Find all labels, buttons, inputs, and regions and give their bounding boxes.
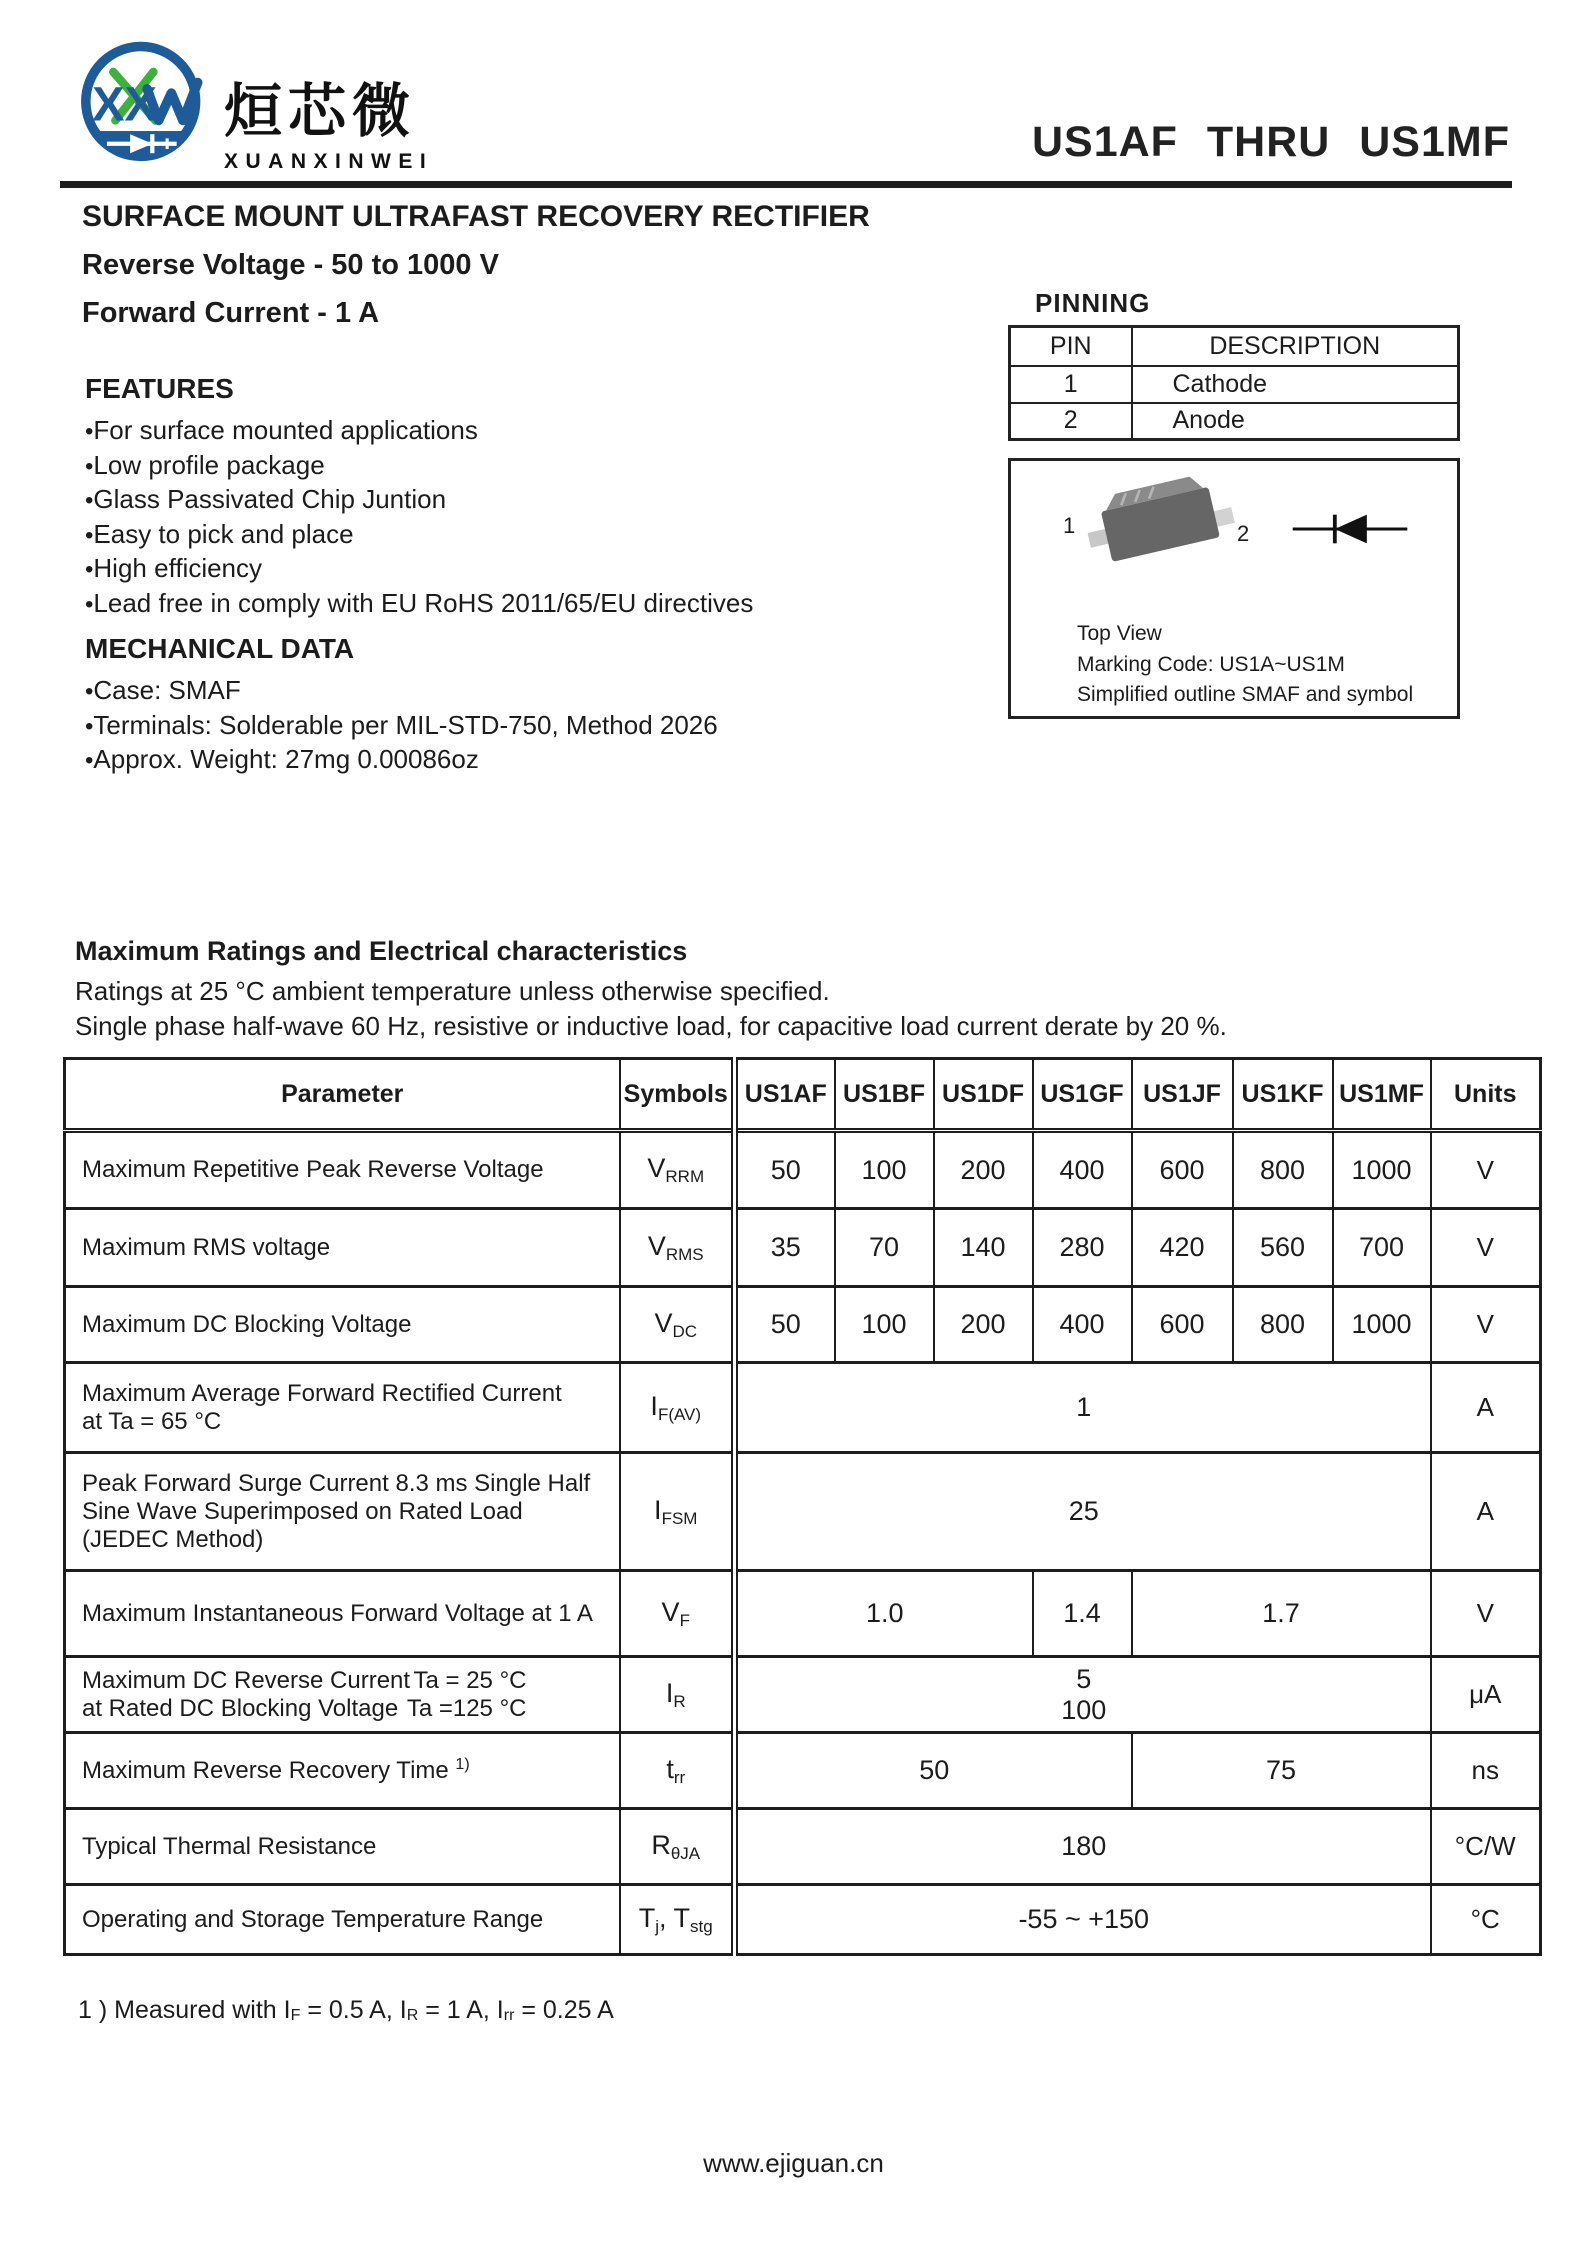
symbol-cell: $V_{DC}$ bbox=[620, 1287, 735, 1363]
features-section bbox=[85, 373, 753, 621]
ratings-table bbox=[63, 1057, 1542, 1956]
value-cell: 400 bbox=[1033, 1287, 1132, 1363]
value-cell: 100 bbox=[835, 1131, 934, 1209]
table-row-vrrm bbox=[65, 1131, 1541, 1209]
symbol-cell: $R_{\theta JA}$ bbox=[620, 1809, 735, 1885]
pin-column-header: PIN bbox=[1010, 327, 1132, 366]
feature-item: • High efficiency bbox=[85, 552, 753, 587]
value-cell: 50 bbox=[735, 1287, 835, 1363]
page-title: US1AF THRU US1MF bbox=[1031, 118, 1510, 166]
pin-description: Anode bbox=[1132, 403, 1459, 440]
ratings-header-row bbox=[65, 1059, 1541, 1131]
table-row-vdc bbox=[65, 1287, 1541, 1363]
pinning-table bbox=[1008, 325, 1460, 441]
parameter-cell: Maximum DC Reverse Current Ta = 25 °C at Rated DC Blocking Voltage Ta =125 °C bbox=[65, 1657, 620, 1733]
col-header-us1kf: US1KF bbox=[1233, 1059, 1333, 1131]
pin-number: 2 bbox=[1010, 403, 1132, 440]
value-cell: 1000 bbox=[1333, 1287, 1431, 1363]
value-cell: 200 bbox=[934, 1131, 1033, 1209]
value-cell: 140 bbox=[934, 1209, 1033, 1287]
mechanical-item: • Terminals: Solderable per MIL-STD-750, Method 2026 bbox=[85, 709, 718, 744]
unit-cell: A bbox=[1431, 1453, 1541, 1571]
pinning-row bbox=[1010, 403, 1459, 440]
value-cell-group: 75 bbox=[1132, 1733, 1431, 1809]
unit-cell: ns bbox=[1431, 1733, 1541, 1809]
features-list bbox=[85, 414, 753, 621]
feature-item: • Low profile package bbox=[85, 449, 753, 484]
ratings-section-title: Maximum Ratings and Electrical characteristics bbox=[75, 936, 688, 966]
col-header-us1mf: US1MF bbox=[1333, 1059, 1431, 1131]
feature-item: • Glass Passivated Chip Juntion bbox=[85, 483, 753, 518]
ratings-note-2: Single phase half-wave 60 Hz, resistive or inductive load, for capacitive load current derate by 20 %. bbox=[75, 1011, 1227, 1041]
table-row-vrms bbox=[65, 1209, 1541, 1287]
symbol-cell: $I_{F(AV)}$ bbox=[620, 1363, 735, 1453]
value-cell: 800 bbox=[1233, 1131, 1333, 1209]
parameter-cell: Maximum Average Forward Rectified Current at Ta = 65 °C bbox=[65, 1363, 620, 1453]
value-cell-merged: 25 bbox=[735, 1453, 1431, 1571]
value-cell: 50 bbox=[735, 1131, 835, 1209]
value-cell: 400 bbox=[1033, 1131, 1132, 1209]
mechanical-item: • Case: SMAF bbox=[85, 674, 718, 709]
value-cell-merged: 180 bbox=[735, 1809, 1431, 1885]
parameter-cell: Peak Forward Surge Current 8.3 ms Single Half Sine Wave Superimposed on Rated Load (JEDEC Method) bbox=[65, 1453, 620, 1571]
unit-cell: μA bbox=[1431, 1657, 1541, 1733]
table-row-ifsm bbox=[65, 1453, 1541, 1571]
table-row-rthja bbox=[65, 1809, 1541, 1885]
symbol-cell: $V_F$ bbox=[620, 1571, 735, 1657]
pinning-row bbox=[1010, 366, 1459, 403]
value-cell: 560 bbox=[1233, 1209, 1333, 1287]
description-column-header: DESCRIPTION bbox=[1132, 327, 1459, 366]
col-header-us1df: US1DF bbox=[934, 1059, 1033, 1131]
value-cell-group: 1.7 bbox=[1132, 1571, 1431, 1657]
package-caption-top-view: Top View bbox=[1077, 622, 1162, 645]
col-header-us1bf: US1BF bbox=[835, 1059, 934, 1131]
unit-cell: °C bbox=[1431, 1885, 1541, 1955]
col-header-symbols: Symbols bbox=[620, 1059, 735, 1131]
header-divider bbox=[60, 181, 1512, 188]
package-captions bbox=[1077, 619, 1413, 711]
pin-number: 1 bbox=[1010, 366, 1132, 403]
table-row-trr bbox=[65, 1733, 1541, 1809]
value-cell: 800 bbox=[1233, 1287, 1333, 1363]
value-cell: 600 bbox=[1132, 1131, 1233, 1209]
table-row-ifav bbox=[65, 1363, 1541, 1453]
symbol-cell: $I_{FSM}$ bbox=[620, 1453, 735, 1571]
value-cell: 600 bbox=[1132, 1287, 1233, 1363]
value-cell: 100 bbox=[835, 1287, 934, 1363]
col-header-units: Units bbox=[1431, 1059, 1541, 1131]
parameter-cell: Maximum Instantaneous Forward Voltage at 1 A bbox=[65, 1571, 620, 1657]
logo-mark-icon bbox=[76, 36, 216, 168]
package-caption-marking-code: Marking Code: US1A~US1M bbox=[1077, 652, 1345, 676]
unit-cell: V bbox=[1431, 1571, 1541, 1657]
package-caption-outline: Simplified outline SMAF and symbol bbox=[1077, 683, 1414, 706]
unit-cell: A bbox=[1431, 1363, 1541, 1453]
pin-description: Cathode bbox=[1132, 366, 1459, 403]
mechanical-data-title: MECHANICAL DATA bbox=[85, 633, 355, 664]
feature-item: • Easy to pick and place bbox=[85, 518, 753, 553]
value-cell: 420 bbox=[1132, 1209, 1233, 1287]
package-pin1-label: 1 bbox=[1063, 513, 1076, 538]
value-cell: 700 bbox=[1333, 1209, 1431, 1287]
company-logo bbox=[76, 36, 433, 174]
unit-cell: °C/W bbox=[1431, 1809, 1541, 1885]
table-row-ir bbox=[65, 1657, 1541, 1733]
value-cell-group: 50 bbox=[735, 1733, 1132, 1809]
value-cell-merged: 1 bbox=[735, 1363, 1431, 1453]
footer-website: www.ejiguan.cn bbox=[703, 2148, 884, 2178]
unit-cell: V bbox=[1431, 1131, 1541, 1209]
pinning-header-row bbox=[1010, 327, 1459, 366]
parameter-cell: Maximum Reverse Recovery Time $^{1)}$ bbox=[65, 1733, 620, 1809]
table-row-tj-tstg bbox=[65, 1885, 1541, 1955]
mechanical-item: • Approx. Weight: 27mg 0.00086oz bbox=[85, 743, 718, 778]
col-header-us1jf: US1JF bbox=[1132, 1059, 1233, 1131]
feature-item: • For surface mounted applications bbox=[85, 414, 753, 449]
unit-cell: V bbox=[1431, 1209, 1541, 1287]
symbol-cell: $I_R$ bbox=[620, 1657, 735, 1733]
package-pin2-label: 2 bbox=[1237, 521, 1250, 546]
parameter-cell: Typical Thermal Resistance bbox=[65, 1809, 620, 1885]
product-heading: SURFACE MOUNT ULTRAFAST RECOVERY RECTIFIER bbox=[82, 200, 870, 233]
company-name-chinese: 烜芯微 bbox=[224, 79, 417, 144]
col-header-parameter: Parameter bbox=[65, 1059, 620, 1131]
value-cell: 200 bbox=[934, 1287, 1033, 1363]
feature-item: • Lead free in comply with EU RoHS 2011/65/EU directives bbox=[85, 587, 753, 622]
logo-monogram: XX bbox=[92, 77, 157, 132]
footnote: 1 ) Measured with $I_F = 0.5$ A, $I_R = 1$ A, $I_{rr} = 0.25$ A bbox=[78, 1996, 614, 2024]
logo-text bbox=[224, 64, 433, 174]
package-3d-icon bbox=[1081, 467, 1241, 587]
table-row-vf bbox=[65, 1571, 1541, 1657]
features-title: FEATURES bbox=[85, 373, 234, 404]
symbol-cell: $t_{rr}$ bbox=[620, 1733, 735, 1809]
symbol-cell: $V_{RMS}$ bbox=[620, 1209, 735, 1287]
value-cell-merged: 5 100 bbox=[735, 1657, 1431, 1733]
mechanical-data-list bbox=[85, 674, 718, 778]
forward-current-line: Forward Current - 1 A bbox=[82, 297, 380, 329]
parameter-cell: Maximum Repetitive Peak Reverse Voltage bbox=[65, 1131, 620, 1209]
value-cell: 1000 bbox=[1333, 1131, 1431, 1209]
unit-cell: V bbox=[1431, 1287, 1541, 1363]
ratings-note-1: Ratings at 25 °C ambient temperature unless otherwise specified. bbox=[75, 976, 830, 1006]
parameter-cell: Maximum RMS voltage bbox=[65, 1209, 620, 1287]
col-header-us1af: US1AF bbox=[735, 1059, 835, 1131]
value-cell: 280 bbox=[1033, 1209, 1132, 1287]
package-outline-box bbox=[1008, 458, 1460, 719]
parameter-cell: Maximum DC Blocking Voltage bbox=[65, 1287, 620, 1363]
value-cell: 35 bbox=[735, 1209, 835, 1287]
diode-symbol-icon bbox=[1291, 509, 1409, 549]
value-cell-merged: -55 ~ +150 bbox=[735, 1885, 1431, 1955]
value-cell-group: 1.0 bbox=[735, 1571, 1033, 1657]
value-cell-group: 1.4 bbox=[1033, 1571, 1132, 1657]
company-name-english: XUANXINWEI bbox=[224, 150, 434, 173]
value-cell: 70 bbox=[835, 1209, 934, 1287]
parameter-cell: Operating and Storage Temperature Range bbox=[65, 1885, 620, 1955]
reverse-voltage-line: Reverse Voltage - 50 to 1000 V bbox=[82, 249, 499, 281]
mechanical-data-section bbox=[85, 633, 718, 778]
symbol-cell: $T_j$, $T_{stg}$ bbox=[620, 1885, 735, 1955]
col-header-us1gf: US1GF bbox=[1033, 1059, 1132, 1131]
symbol-cell: $V_{RRM}$ bbox=[620, 1131, 735, 1209]
pinning-title: PINNING bbox=[1035, 288, 1151, 318]
